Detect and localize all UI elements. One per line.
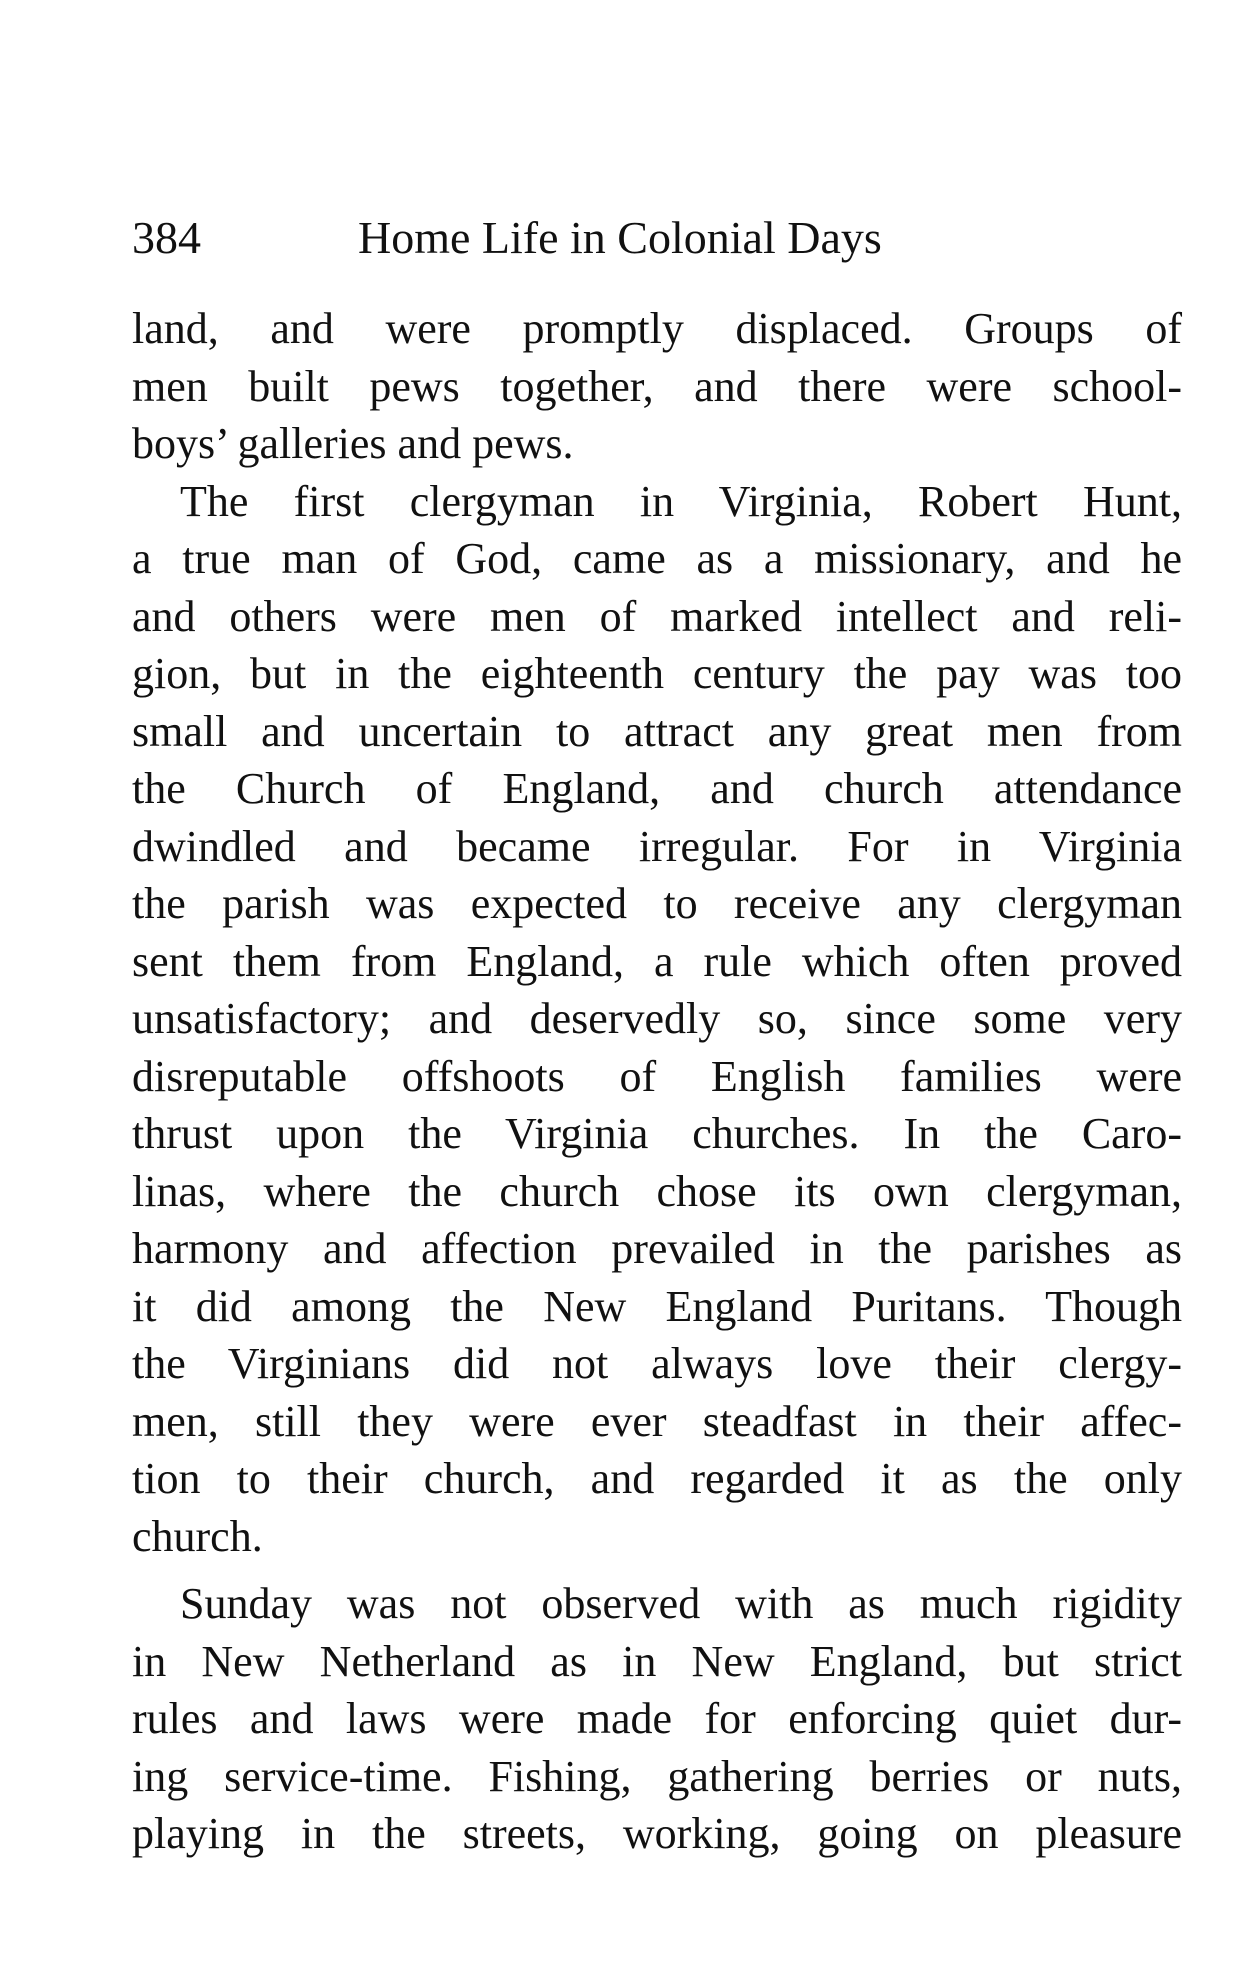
text-line: linas, where the church chose its own clergyman, xyxy=(132,1166,1182,1216)
text-line: the parish was expected to receive any clergyman xyxy=(132,879,1182,928)
text-line: small and uncertain to attract any great men from xyxy=(132,706,1182,756)
text-line: the Church of England, and church attendance xyxy=(132,764,1182,813)
text-line: land, and were promptly displaced. Groups of xyxy=(132,304,1182,353)
text-line: gion, but in the eighteenth century the pay was too xyxy=(132,649,1182,698)
text-line: men, still they were ever steadfast in their affec- xyxy=(132,1396,1182,1446)
text-line: The first clergyman in Virginia, Robert Hunt, xyxy=(180,476,1182,526)
running-title: Home Life in Colonial Days xyxy=(358,212,882,263)
text-line: men built pews together, and there were school- xyxy=(132,361,1182,411)
text-line: Sunday was not observed with as much rigidity xyxy=(180,1579,1182,1628)
text-line: rules and laws were made for enforcing quiet dur- xyxy=(132,1694,1182,1743)
text-line: unsatisfactory; and deservedly so, since some very xyxy=(132,994,1182,1043)
page-header xyxy=(132,208,1032,268)
text-line: sent them from England, a rule which often proved xyxy=(132,936,1182,986)
text-line: it did among the New England Puritans. Though xyxy=(132,1281,1182,1331)
text-line: dwindled and became irregular. For in Virginia xyxy=(132,821,1182,871)
text-line: thrust upon the Virginia churches. In the Caro- xyxy=(132,1109,1182,1158)
text-line: playing in the streets, working, going on pleasure xyxy=(132,1809,1182,1858)
text-line: and others were men of marked intellect and reli- xyxy=(132,591,1182,641)
text-line: disreputable offshoots of English families were xyxy=(132,1051,1182,1101)
text-line: tion to their church, and regarded it as the only xyxy=(132,1454,1182,1503)
text-line: the Virginians did not always love their clergy- xyxy=(132,1339,1182,1388)
text-line: ing service-time. Fishing, gathering berries or nuts, xyxy=(132,1751,1182,1801)
text-line: harmony and affection prevailed in the parishes as xyxy=(132,1224,1182,1273)
paragraph xyxy=(132,1575,1182,1863)
page-number: 384 xyxy=(132,212,201,263)
paragraph-gap xyxy=(132,1565,1182,1575)
text-line: in New Netherland as in New England, but strict xyxy=(132,1636,1182,1686)
text-line: church. xyxy=(132,1511,263,1561)
paragraph xyxy=(132,300,1182,473)
text-line: boys’ galleries and pews. xyxy=(132,419,574,468)
body-text xyxy=(132,300,1182,1863)
paragraph xyxy=(132,473,1182,1566)
text-line: a true man of God, came as a missionary, and he xyxy=(132,534,1182,583)
